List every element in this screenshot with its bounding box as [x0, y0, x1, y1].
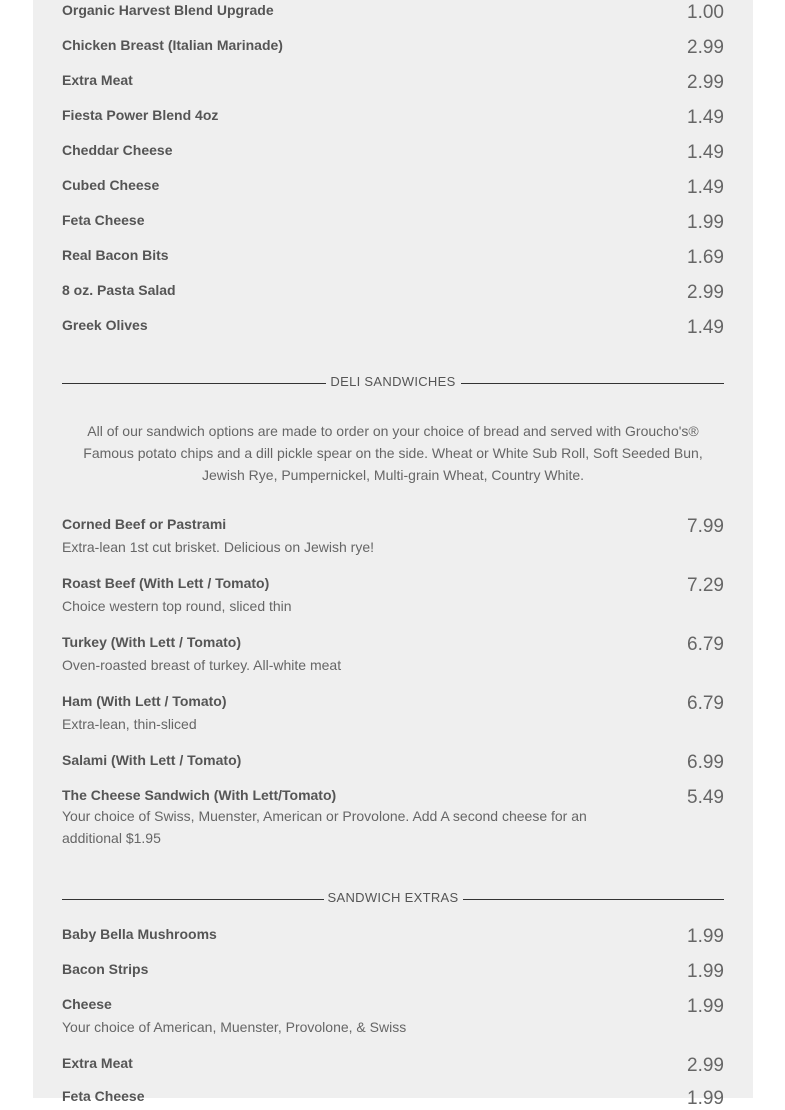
item-price: 1.99: [687, 961, 724, 982]
item-description: Extra-lean, thin-sliced: [62, 716, 197, 732]
item-name: Turkey (With Lett / Tomato): [62, 634, 242, 650]
item-price: 7.29: [687, 575, 724, 596]
item-description: Your choice of Swiss, Muenster, American or Provolone. Add A second cheese for an additional $1.95: [62, 808, 587, 846]
item-name: Real Bacon Bits: [62, 247, 169, 263]
item-price: 1.49: [687, 177, 724, 198]
item-price: 1.99: [687, 996, 724, 1017]
item-name: Ham (With Lett / Tomato): [62, 693, 227, 709]
item-name: Cheese: [62, 996, 112, 1012]
item-name: Salami (With Lett / Tomato): [62, 752, 242, 768]
item-price: 7.99: [687, 516, 724, 537]
item-name: Fiesta Power Blend 4oz: [62, 107, 219, 123]
menu-panel: [33, 0, 753, 1109]
item-price: 5.49: [687, 787, 724, 808]
item-price: 1.69: [687, 247, 724, 268]
item-price: 1.49: [687, 107, 724, 128]
item-name: Bacon Strips: [62, 961, 149, 977]
item-name: Feta Cheese: [62, 212, 145, 228]
item-price: 2.99: [687, 37, 724, 58]
deli-intro-text: All of our sandwich options are made to order on your choice of bread and served with Groucho's® Famous potato chips and a dill pickle spear on the side. Wheat or White Sub Roll, Soft Seeded Bun, Jewish Rye, Pumpernickel, Multi-grain Wheat, Country White.: [83, 423, 703, 483]
item-price: 1.00: [687, 2, 724, 23]
item-description: Extra-lean 1st cut brisket. Delicious on Jewish rye!: [62, 539, 375, 555]
item-name: Organic Harvest Blend Upgrade: [62, 2, 274, 18]
divider-line: [461, 383, 724, 384]
item-name: Cheddar Cheese: [62, 142, 173, 158]
item-name: Corned Beef or Pastrami: [62, 516, 227, 532]
item-name: Cubed Cheese: [62, 177, 160, 193]
item-description: Choice western top round, sliced thin: [62, 598, 292, 614]
item-description: Oven-roasted breast of turkey. All-white meat: [62, 657, 342, 673]
item-price: 1.49: [687, 317, 724, 338]
divider-line: [463, 899, 724, 900]
section-header-extras: [62, 890, 724, 910]
item-price: 1.99: [687, 926, 724, 947]
item-price: 2.99: [687, 72, 724, 93]
item-price: 2.99: [687, 282, 724, 303]
item-name: Roast Beef (With Lett / Tomato): [62, 575, 270, 591]
item-price: 1.49: [687, 142, 724, 163]
item-name: Chicken Breast (Italian Marinade): [62, 37, 283, 53]
item-price: 6.79: [687, 634, 724, 655]
item-name: Extra Meat: [62, 72, 133, 88]
section-header-deli: [62, 374, 724, 394]
item-description: Your choice of American, Muenster, Provolone, & Swiss: [62, 1019, 407, 1035]
item-name: Feta Cheese: [62, 1088, 145, 1104]
item-price: 6.99: [687, 752, 724, 773]
item-price: 2.99: [687, 1055, 724, 1076]
item-name: The Cheese Sandwich (With Lett/Tomato): [62, 787, 337, 803]
item-price: 1.99: [687, 212, 724, 233]
item-name: Baby Bella Mushrooms: [62, 926, 217, 942]
item-name: Greek Olives: [62, 317, 148, 333]
section-title: DELI SANDWICHES: [330, 374, 456, 389]
item-name: Extra Meat: [62, 1055, 133, 1071]
item-price: 6.79: [687, 693, 724, 714]
item-name: 8 oz. Pasta Salad: [62, 282, 176, 298]
item-price: 1.99: [687, 1088, 724, 1109]
section-title: SANDWICH EXTRAS: [327, 890, 459, 905]
